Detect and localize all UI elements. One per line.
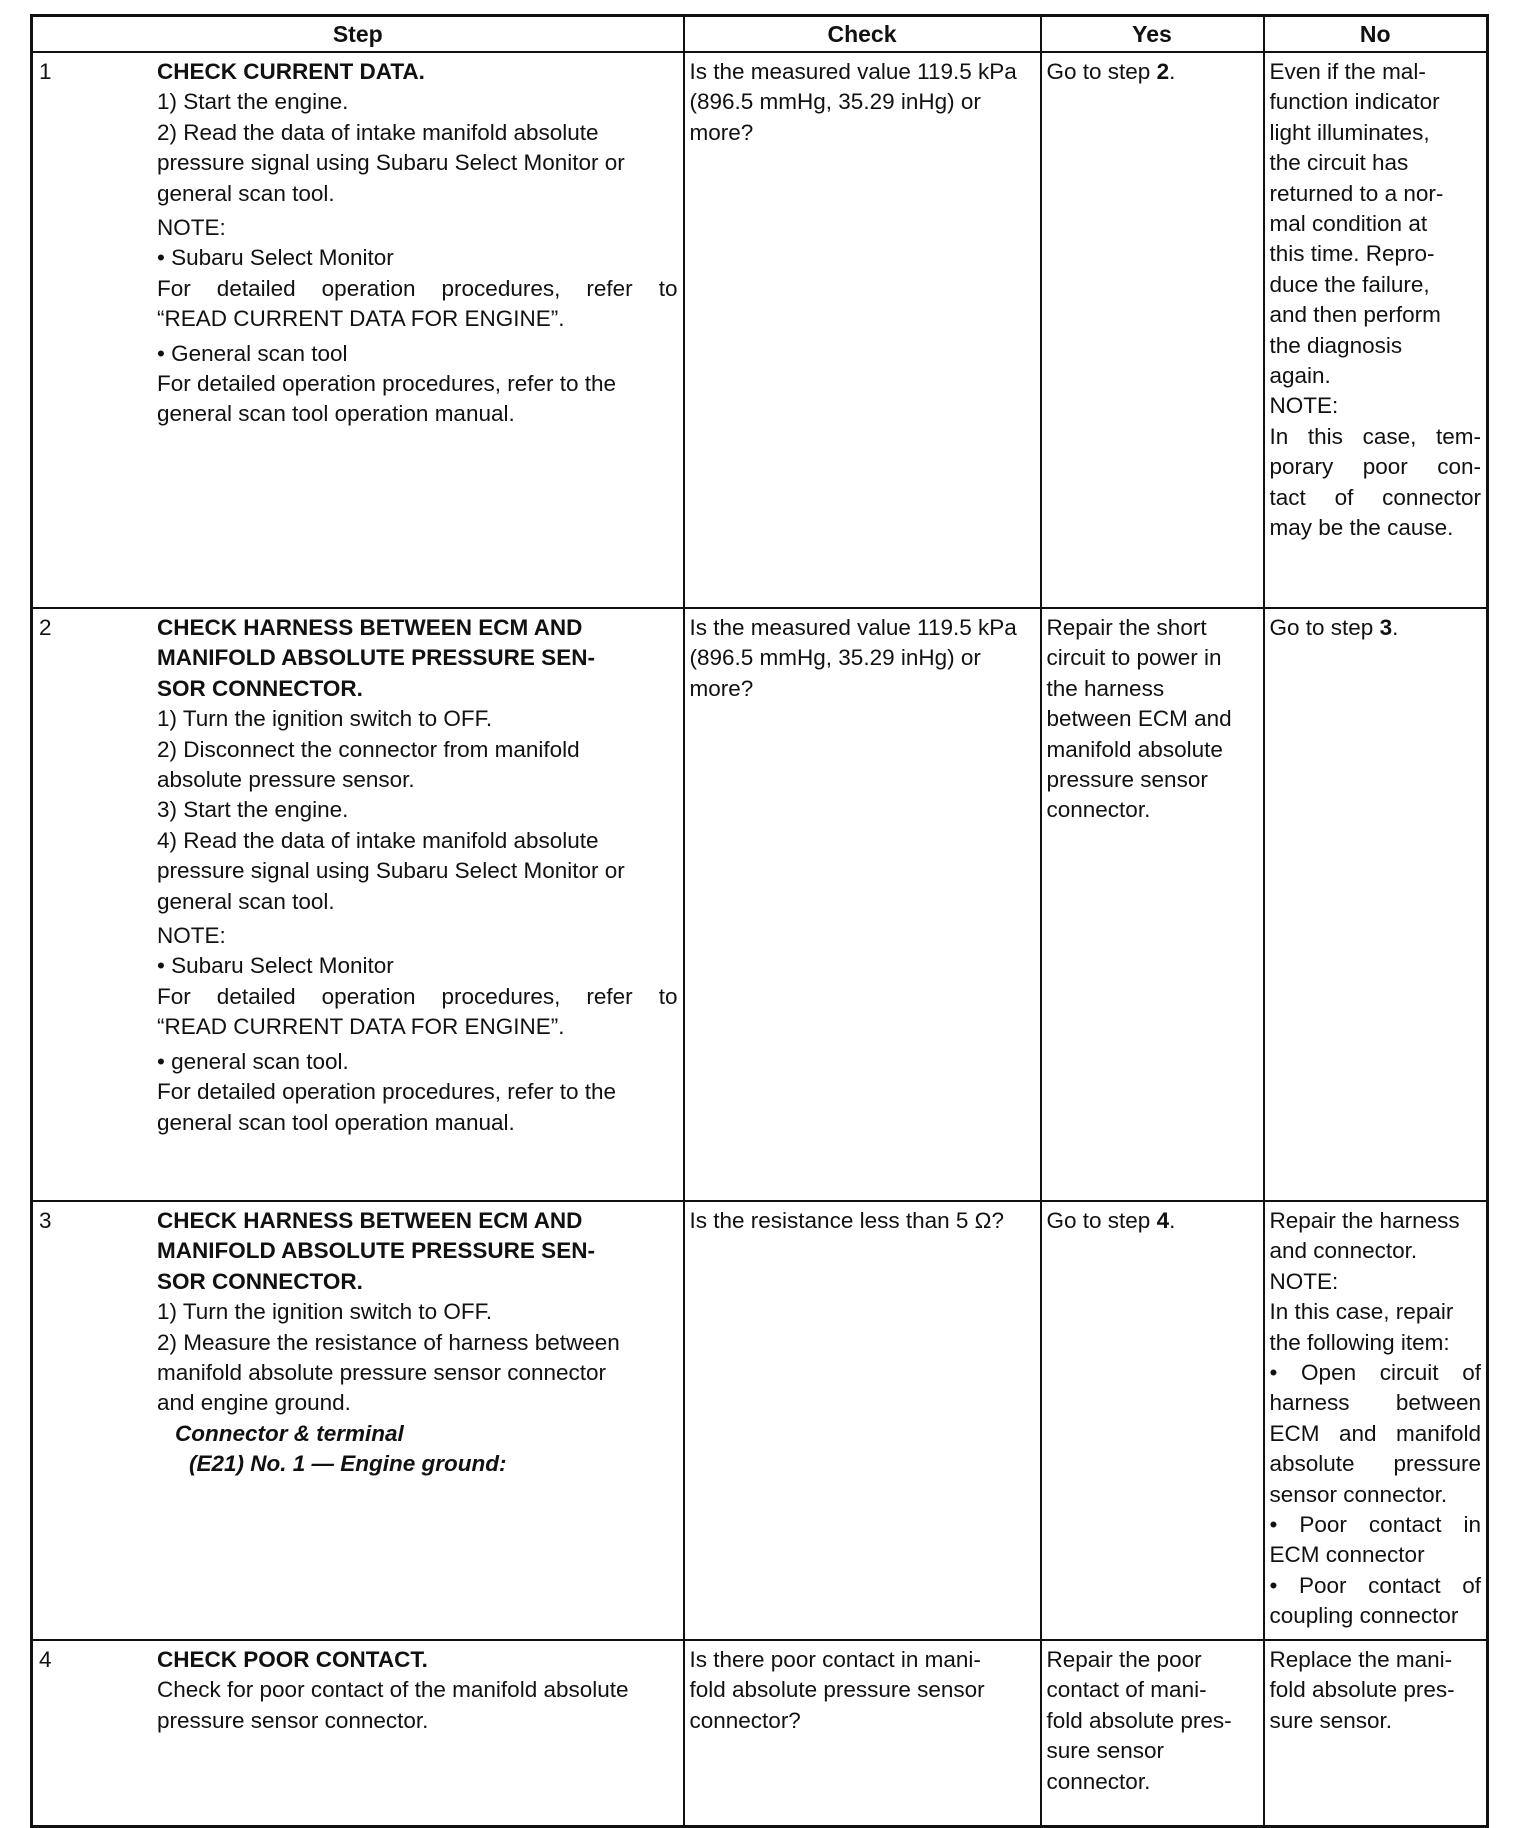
no-text: Replace the mani- xyxy=(1269,1647,1453,1672)
step-text: manifold absolute pressure sensor connector xyxy=(157,1360,607,1386)
no-text: Go to step xyxy=(1269,615,1380,640)
yes-step-ref: 4 xyxy=(1156,1208,1170,1233)
no-text: harness between xyxy=(1269,1390,1481,1416)
no-cell xyxy=(1264,1640,1488,1826)
no-text: sensor connector. xyxy=(1269,1481,1448,1507)
step-text: general scan tool operation manual. xyxy=(157,401,515,427)
step-title: SOR CONNECTOR. xyxy=(157,1268,363,1294)
no-text: • Poor contact of xyxy=(1269,1572,1481,1598)
yes-text: sure sensor xyxy=(1046,1738,1165,1764)
yes-text: connector. xyxy=(1046,797,1151,823)
note-label: NOTE: xyxy=(157,923,226,949)
check-question: Is there poor contact in mani- xyxy=(689,1647,981,1672)
no-text: this time. Repro- xyxy=(1269,241,1435,267)
no-text: returned to a nor- xyxy=(1269,180,1444,206)
no-cell xyxy=(1264,52,1488,608)
step-text: 2) Read the data of intake manifold absolute xyxy=(157,119,599,145)
table-row xyxy=(32,608,1488,1201)
no-text: sure sensor. xyxy=(1269,1707,1393,1733)
yes-text: fold absolute pres- xyxy=(1046,1707,1232,1733)
no-text: the diagnosis xyxy=(1269,332,1403,358)
step-text: For detailed operation procedures, refer to the xyxy=(157,1079,617,1105)
yes-text: Go to step xyxy=(1046,59,1157,84)
diagnostic-procedure-table xyxy=(30,14,1489,1828)
table-row xyxy=(32,1201,1488,1640)
step-text: • general scan tool. xyxy=(157,1048,349,1074)
step-text: absolute pressure sensor. xyxy=(157,767,415,793)
check-cell xyxy=(684,1640,1041,1826)
step-text: “READ CURRENT DATA FOR ENGINE”. xyxy=(157,306,565,332)
yes-cell xyxy=(1041,52,1264,608)
yes-cell xyxy=(1041,608,1264,1201)
no-text: Repair the harness xyxy=(1269,1208,1460,1233)
connector-terminal-label: Connector & terminal xyxy=(175,1420,404,1446)
no-text: fold absolute pres- xyxy=(1269,1677,1455,1703)
no-text: Even if the mal- xyxy=(1269,59,1426,84)
check-question: Is the measured value 119.5 kPa (896.5 mmHg, 35.29 inHg) or more? xyxy=(689,59,1017,145)
step-text: pressure sensor connector. xyxy=(157,1707,429,1733)
no-text: may be the cause. xyxy=(1269,515,1454,541)
no-text: porary poor con- xyxy=(1269,454,1481,480)
note-label: NOTE: xyxy=(1269,1268,1339,1294)
check-question: Is the measured value 119.5 kPa (896.5 mmHg, 35.29 inHg) or more? xyxy=(689,615,1017,701)
step-text: For detailed operation procedures, refer to the xyxy=(157,371,617,397)
step-title: CHECK POOR CONTACT. xyxy=(157,1647,428,1672)
yes-cell xyxy=(1041,1201,1264,1640)
step-number: 3 xyxy=(39,1208,52,1233)
check-question: connector? xyxy=(689,1707,801,1733)
no-step-ref: 3 xyxy=(1379,615,1393,640)
no-text: duce the failure, xyxy=(1269,271,1430,297)
check-cell xyxy=(684,608,1041,1201)
table-row xyxy=(32,52,1488,608)
no-text: • Open circuit of xyxy=(1269,1360,1481,1386)
step-text: Check for poor contact of the manifold absolute xyxy=(157,1677,629,1703)
yes-text-end: . xyxy=(1169,59,1176,84)
step-text: general scan tool. xyxy=(157,180,335,206)
no-text: and connector. xyxy=(1269,1238,1418,1264)
step-text: pressure signal using Subaru Select Monitor or xyxy=(157,858,625,884)
step-title: CHECK HARNESS BETWEEN ECM AND xyxy=(157,1208,583,1233)
no-text-end: . xyxy=(1392,615,1399,640)
step-text: 2) Disconnect the connector from manifold xyxy=(157,736,580,762)
no-text: tact of connector xyxy=(1269,484,1481,510)
step-text: 1) Start the engine. xyxy=(157,89,349,115)
step-text: 1) Turn the ignition switch to OFF. xyxy=(157,1299,493,1325)
no-text: • Poor contact in xyxy=(1269,1512,1481,1538)
step-title: MANIFOLD ABSOLUTE PRESSURE SEN- xyxy=(157,645,595,671)
step-text: 4) Read the data of intake manifold absolute xyxy=(157,827,599,853)
note-label: NOTE: xyxy=(1269,393,1339,419)
step-text: • Subaru Select Monitor xyxy=(157,245,394,271)
no-cell xyxy=(1264,1201,1488,1640)
step-number: 1 xyxy=(39,59,52,84)
header-yes: Yes xyxy=(1041,16,1264,53)
yes-text: connector. xyxy=(1046,1768,1151,1794)
no-text: absolute pressure xyxy=(1269,1451,1481,1477)
step-text: and engine ground. xyxy=(157,1390,351,1416)
step-text: pressure signal using Subaru Select Monitor or xyxy=(157,150,625,176)
step-title: MANIFOLD ABSOLUTE PRESSURE SEN- xyxy=(157,1238,595,1264)
step-text: 1) Turn the ignition switch to OFF. xyxy=(157,706,493,732)
yes-text: between ECM and xyxy=(1046,706,1232,732)
yes-text: contact of mani- xyxy=(1046,1677,1207,1703)
step-number: 4 xyxy=(39,1647,52,1672)
header-step: Step xyxy=(32,16,684,53)
step-text: • Subaru Select Monitor xyxy=(157,953,394,979)
step-cell xyxy=(32,1201,684,1640)
no-text: coupling connector xyxy=(1269,1603,1459,1629)
no-text: ECM and manifold xyxy=(1269,1420,1481,1446)
step-cell xyxy=(32,1640,684,1826)
step-text: general scan tool. xyxy=(157,888,335,914)
header-check: Check xyxy=(684,16,1041,53)
step-text: 2) Measure the resistance of harness between xyxy=(157,1329,620,1355)
step-text: • General scan tool xyxy=(157,340,348,366)
no-text: the following item: xyxy=(1269,1329,1450,1355)
no-text: ECM connector xyxy=(1269,1542,1425,1568)
no-text: again. xyxy=(1269,363,1331,389)
no-text: In this case, repair xyxy=(1269,1299,1454,1325)
note-label: NOTE: xyxy=(157,215,226,241)
no-cell xyxy=(1264,608,1488,1201)
no-text: function indicator xyxy=(1269,89,1440,115)
table-header-row xyxy=(32,16,1488,53)
no-text: In this case, tem- xyxy=(1269,423,1481,449)
yes-text: manifold absolute xyxy=(1046,736,1223,762)
step-cell xyxy=(32,608,684,1201)
yes-text: circuit to power in xyxy=(1046,645,1222,671)
check-question: Is the resistance less than 5 Ω? xyxy=(689,1208,1004,1233)
connector-terminal-value: (E21) No. 1 — Engine ground: xyxy=(189,1451,507,1477)
yes-text-end: . xyxy=(1169,1208,1176,1233)
step-title: SOR CONNECTOR. xyxy=(157,675,363,701)
table-row xyxy=(32,1640,1488,1826)
step-text: For detailed operation procedures, refer to xyxy=(157,983,678,1009)
yes-text: pressure sensor xyxy=(1046,767,1208,793)
no-text: and then perform xyxy=(1269,302,1441,328)
step-title: CHECK HARNESS BETWEEN ECM AND xyxy=(157,615,583,640)
step-text: 3) Start the engine. xyxy=(157,797,349,823)
yes-text: the harness xyxy=(1046,675,1165,701)
yes-text: Repair the short xyxy=(1046,615,1207,640)
yes-cell xyxy=(1041,1640,1264,1826)
step-text: For detailed operation procedures, refer to xyxy=(157,275,678,301)
no-text: the circuit has xyxy=(1269,150,1409,176)
yes-step-ref: 2 xyxy=(1156,59,1170,84)
header-no: No xyxy=(1264,16,1488,53)
check-cell xyxy=(684,1201,1041,1640)
yes-text: Repair the poor xyxy=(1046,1647,1202,1672)
step-text: “READ CURRENT DATA FOR ENGINE”. xyxy=(157,1014,565,1040)
step-title: CHECK CURRENT DATA. xyxy=(157,59,425,84)
no-text: light illuminates, xyxy=(1269,119,1430,145)
check-question: fold absolute pressure sensor xyxy=(689,1677,985,1703)
step-cell xyxy=(32,52,684,608)
step-text: general scan tool operation manual. xyxy=(157,1109,515,1135)
yes-text: Go to step xyxy=(1046,1208,1157,1233)
step-number: 2 xyxy=(39,615,52,640)
check-cell xyxy=(684,52,1041,608)
no-text: mal condition at xyxy=(1269,211,1428,237)
